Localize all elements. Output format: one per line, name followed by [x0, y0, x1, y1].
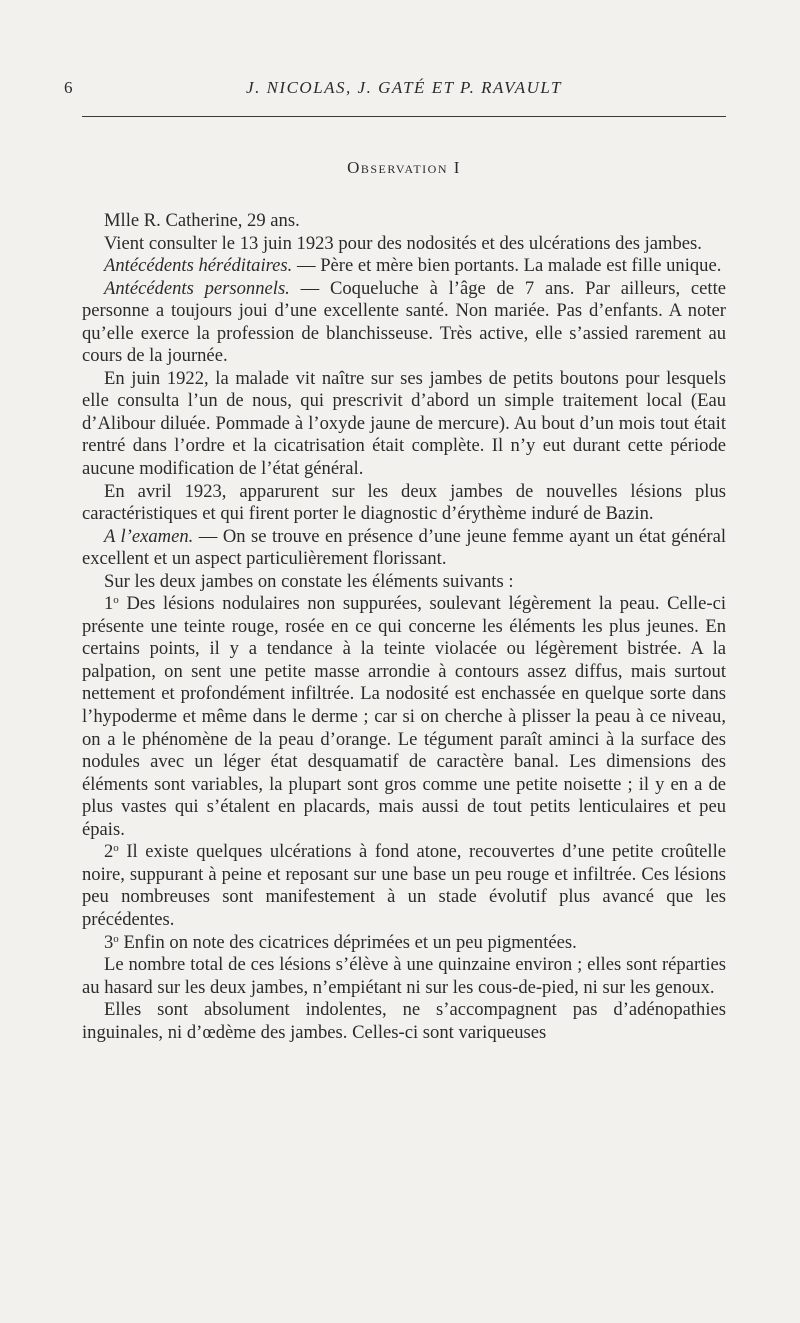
- paragraph-lead: Antécédents héréditaires.: [104, 255, 293, 277]
- paragraph: Antécédents héréditaires. — Père et mère bien portants. La malade est fille unique.: [104, 255, 722, 277]
- paragraph: Le nombre total de ces lésions s’élève à une quinzaine environ ; elles sont réparties au hasard sur les deux jambes, n’empiétant ni sur les cous-de-pied, ni sur les genoux.: [82, 954, 726, 998]
- section-title: Observation I: [347, 158, 461, 177]
- list-marker: 2: [104, 841, 114, 863]
- body-text: [82, 210, 726, 1044]
- paragraph-lead: Antécédents personnels.: [104, 277, 290, 299]
- list-marker: 1: [104, 593, 114, 615]
- paragraph: En avril 1923, apparurent sur les deux jambes de nouvelles lésions plus caractéristiques et qui firent porter le diagnostic d’érythème induré de Bazin.: [82, 480, 726, 525]
- paragraph: En juin 1922, la malade vit naître sur ses jambes de petits boutons pour lesquels elle consulta l’un de nous, qui prescrivit d’abord un simple traitement local (Eau d’Alibour diluée. Pommade à l’oxyde jaune de mercure). Au bout d’un mois tout était rentré dans l’ordre et la cicatrisation était complète. Il n’y eut durant cette période aucune modification de l’état général.: [82, 367, 726, 480]
- paragraph-lead: A l’examen.: [104, 525, 194, 547]
- paragraph: 3$^o$ Enfin on note des cicatrices déprimées et un peu pigmentées.: [104, 931, 577, 953]
- running-title: J. NICOLAS, J. GATÉ ET P. RAVAULT: [246, 78, 562, 97]
- paragraph: 2$^o$ Il existe quelques ulcérations à fond atone, recouvertes d’une petite croûtelle noire, suppurant à peine et reposant sur une base un peu rouge et infiltrée. Ces lésions peu nombreuses sont manifestement à un stade évolutif plus avancé que les précédentes.: [82, 841, 726, 930]
- page-number: 6: [64, 78, 74, 97]
- paragraph: Mlle R. Catherine, 29 ans.: [104, 210, 300, 231]
- paragraph: Antécédents personnels. — Coqueluche à l’âge de 7 ans. Par ailleurs, cette personne a toujours joui d’une excellente santé. Non mariée. Pas d’enfants. A noter qu’elle exerce la profession de blanchisseuse. Très active, elle s’assied rarement au cours de la journée.: [82, 277, 726, 367]
- paragraph: Vient consulter le 13 juin 1923 pour des nodosités et des ulcérations des jambes.: [104, 232, 702, 254]
- running-head: [64, 78, 726, 102]
- paragraph: Sur les deux jambes on constate les éléments suivants :: [104, 570, 514, 592]
- list-marker: 3: [104, 931, 114, 953]
- paragraph: A l’examen. — On se trouve en présence d’une jeune femme ayant un état général excellent et un aspect particulièrement florissant.: [82, 525, 726, 570]
- paragraph: 1$^o$ Des lésions nodulaires non suppurées, soulevant légèrement la peau. Celle-ci présente une teinte rouge, rosée en ce qui concerne les éléments les plus jeunes. En certains points, il y a tendance à la teinte violacée ou légèrement bistrée. A la palpation, on sent une petite masse arrondie à contours assez diffus, mais surtout nettement et profondément infiltrée. La nodosité est enchassée en quelque sorte dans l’hypoderme et même dans le derme ; car si on cherche à plisser la peau à ce niveau, on a le phénomène de la peau d’orange. Le tégument paraît aminci à la surface des nodules avec un léger état desquamatif de caractère banal. Les dimensions des éléments sont variables, la plupart sont gros comme une petite noisette ; il y en a de plus vastes qui s’étalent en placards, mais aussi de tout petits lenticulaires et peu épais.: [82, 593, 726, 840]
- header-rule: [82, 116, 726, 117]
- page: [64, 0, 726, 1323]
- paragraph: Elles sont absolument indolentes, ne s’accompagnent pas d’adénopathies inguinales, ni d’œdème des jambes. Celles-ci sont variqueuses: [82, 999, 726, 1043]
